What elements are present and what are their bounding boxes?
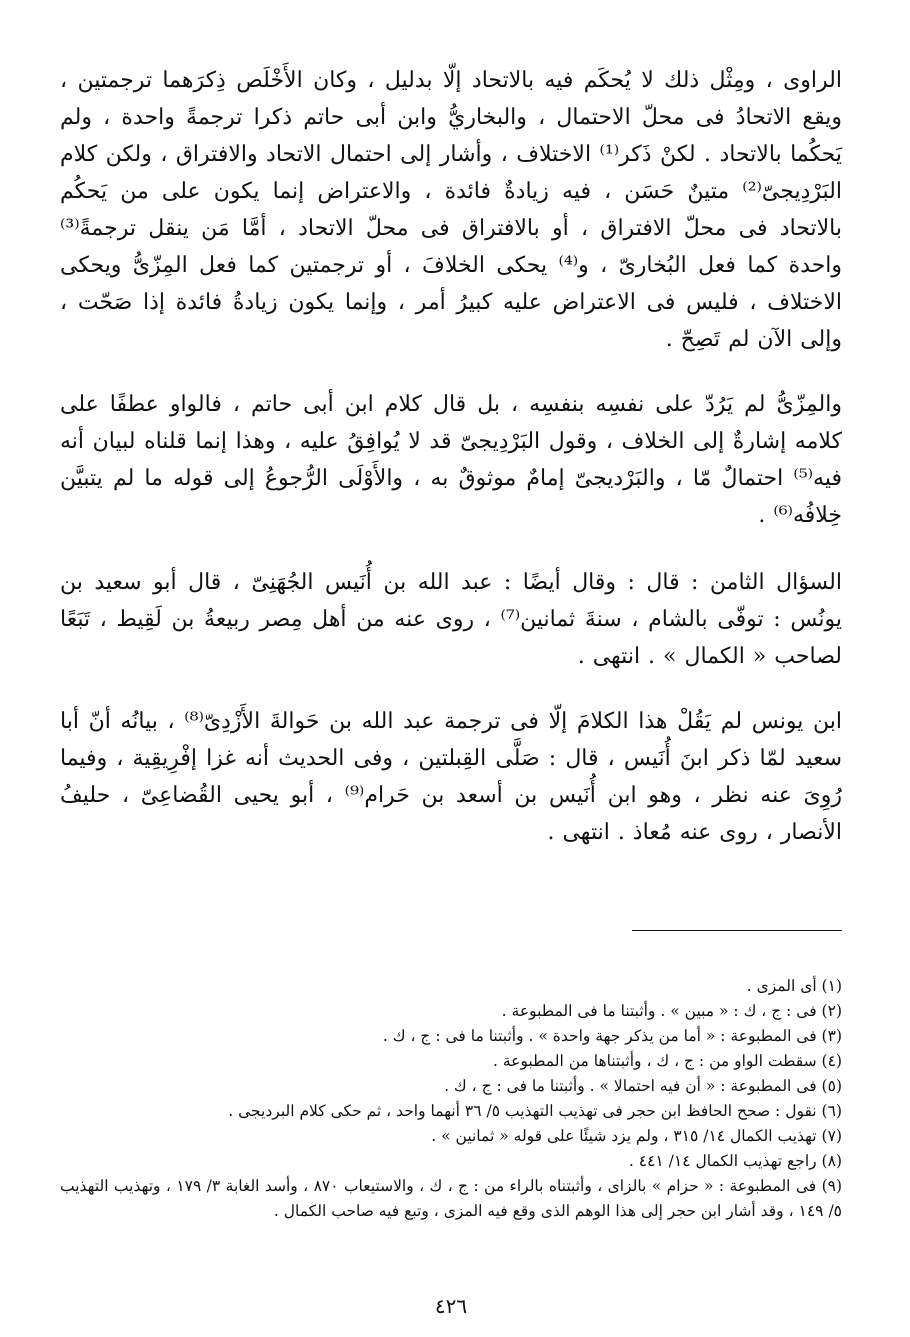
- footnote-divider: [632, 930, 842, 931]
- footnotes: [60, 974, 842, 1224]
- footnote-3: (٣) فى المطبوعة : « أما من يذكر جهة واحدة » . وأثبتنا ما فى : ج ، ك .: [382, 1027, 842, 1045]
- footnote-9: (٩) فى المطبوعة : « حزام » بالزاى ، وأثبتناه بالراء من : ج ، ك ، والاستيعاب ٨٧٠ ، وأسد الغابة ٣/ ١٧٩ ، وتهذيب التهذيب ٥/ ١٤٩ ، وقد أشار ابن حجر إلى هذا الوهم الذى وقع فيه المزى ، وتبع فيه صاحب الكمال .: [60, 1177, 843, 1220]
- paragraph-1: الراوى ، ومِثْل ذلك لا يُحكَم فيه بالاتحاد إلّا بدليل ، وكان الأَخْلَص ذِكرَهما ترجمتين ، ويقع الاتحادُ فى محلّ الاحتمال ، والبخاريُّ وابن أبى حاتم ذكرا ترجمةً واحدة ، ولم يَحكُما بالاتحاد . لكنْ ذَكر⁽¹⁾ الاختلاف ، وأشار إلى احتمال الاتحاد والافتراق ، ولكن كلام البَرْدِيجىّ⁽²⁾ متينٌ حَسَن ، فيه زيادةٌ فائدة ، والاعتراض إنما يكون على من يَحكُم بالاتحاد فى محلّ الافتراق ، أو بالافتراق فى محلّ الاتحاد ، أمَّا مَن ينقل ترجمةً⁽³⁾ واحدة كما فعل البُخارىّ ، و⁽⁴⁾ يحكى الخلافَ ، أو ترجمتين كما فعل المِزّىُّ ويحكى الاختلاف ، فليس فى الاعتراض عليه كبيرُ أمر ، وإنما يكون زيادةُ فائدة إذا صَحّت ، وإلى الآن لم تَصِحّ .: [60, 68, 842, 352]
- footnote-4: (٤) سقطت الواو من : ج ، ك ، وأثبتناها من المطبوعة .: [493, 1052, 842, 1070]
- footnote-5: (٥) فى المطبوعة : « أن فيه احتمالا » . وأثبتنا ما فى : ج ، ك .: [444, 1077, 842, 1095]
- footnote-8: (٨) راجع تهذيب الكمال ١٤/ ٤٤١ .: [628, 1152, 842, 1170]
- footnote-2: (٢) فى : ج ، ك : « مبين » . وأثبتنا ما فى المطبوعة .: [501, 1002, 842, 1020]
- paragraph-4: ابن يونس لم يَقُلْ هذا الكلامَ إلّا فى ترجمة عبد الله بن حَوالةَ الأَزْدِىّ⁽⁸⁾ ، بيانُه أنّ أبا سعيد لمّا ذكر ابنَ أُنَيس ، قال : صَلَّى القِبلتين ، وفى الحديث أنه غزا إفْرِيقِية ، وفيما رُوِىَ عنه نظر ، وهو ابن أُنَيس بن أسعد بن حَرام⁽⁹⁾ ، أبو يحيى القُضاعِىّ ، حليفُ الأنصار ، روى عنه مُعاذ . انتهى .: [60, 709, 843, 845]
- page-number: ٤٢٦: [434, 1294, 468, 1318]
- footnote-1: (١) أى المزى .: [746, 977, 842, 995]
- paragraph-2: والمِزّىُّ لم يَرُدّ على نفسِه بنفسِه ، بل قال كلام ابن أبى حاتم ، فالواو عطفًا على كلامه إشارةٌ إلى الخلاف ، وقول البَرْدِيجىّ قد لا يُوافِقُ عليه ، وهذا إنما قلناه لبيان أنه فيه⁽⁵⁾ احتمالٌ مّا ، والبَرْديجىّ إمامٌ موثوقٌ به ، والأَوْلَى الرُّجوعُ إلى قوله ما لم يتبيَّن خِلافُه⁽⁶⁾ .: [60, 392, 842, 528]
- footnote-7: (٧) تهذيب الكمال ١٤/ ٣١٥ ، ولم يزد شيئًا على قوله « ثمانين » .: [431, 1127, 842, 1145]
- footnote-6: (٦) نقول : صحح الحافظ ابن حجر فى تهذيب التهذيب ٥/ ٣٦ أنهما واحد ، ثم حكى كلام البرديجى .: [228, 1102, 842, 1120]
- paragraph-3: السؤال الثامن : قال : وقال أيضًا : عبد الله بن أُنَيس الجُهَنِىّ ، قال أبو سعيد بن يونُس : توفّى بالشام ، سنةَ ثمانين⁽⁷⁾ ، روى عنه من أهل مِصر ربيعةُ بن لَقِيط ، تَبَعًا لصاحب « الكمال » . انتهى .: [60, 570, 842, 669]
- book-page: [60, 62, 842, 1322]
